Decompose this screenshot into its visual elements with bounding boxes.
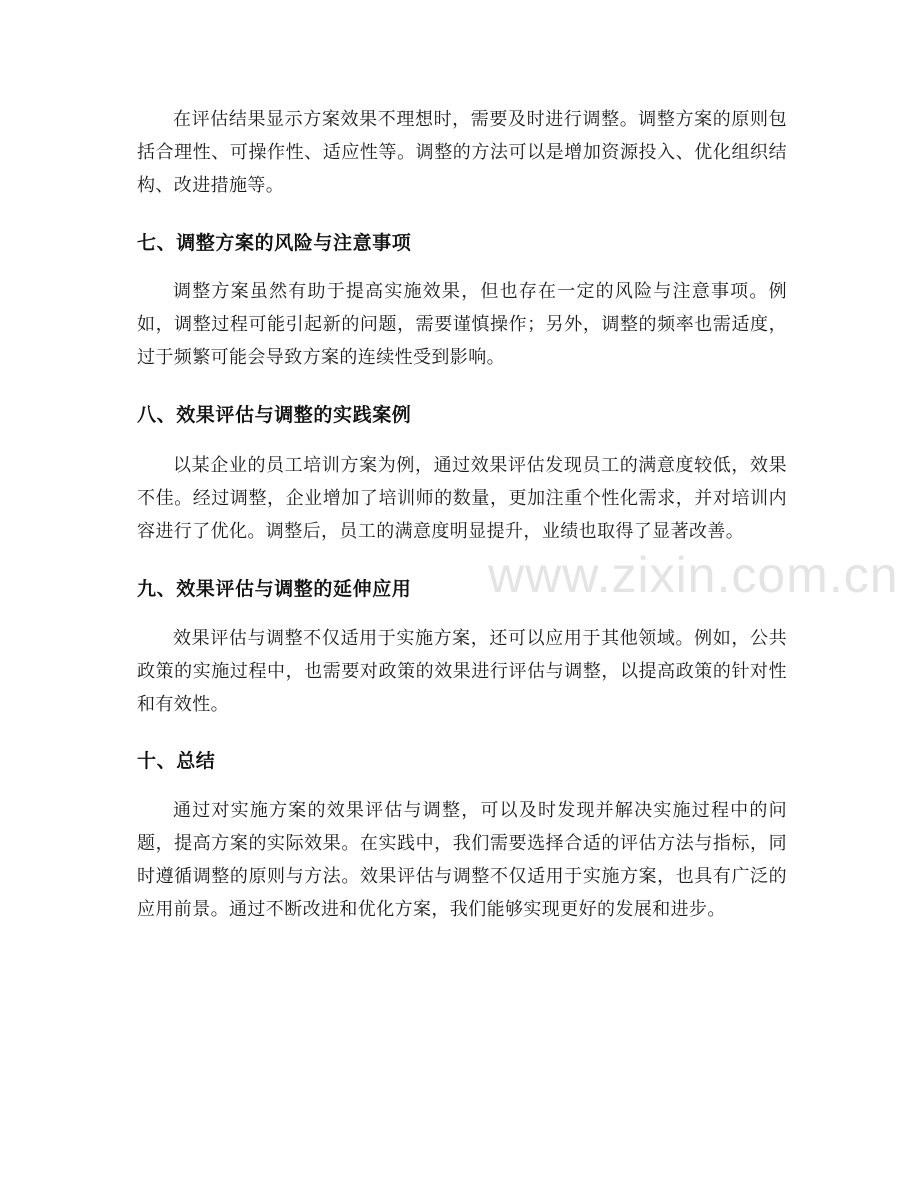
watermark-text: www.zixin.com.cn	[488, 547, 899, 603]
section-7-body: 调整方案虽然有助于提高实施效果，但也存在一定的风险与注意事项。例如，调整过程可能引起新的问题，需要谨慎操作；另外，调整的频率也需适度，过于频繁可能会导致方案的连续性受到影响。	[137, 281, 787, 368]
section-8-body: 以某企业的员工培训方案为例，通过效果评估发现员工的满意度较低，效果不佳。经过调整，企业增加了培训师的数量，更加注重个性化需求，并对培训内容进行了优化。调整后，员工的满意度明显提升，业绩也取得了显著改善。	[137, 455, 787, 542]
section-10-body: 通过对实施方案的效果评估与调整，可以及时发现并解决实施过程中的问题，提高方案的实际效果。在实践中，我们需要选择合适的评估方法与指标，同时遵循调整的原则与方法。效果评估与调整不仅适用于实施方案，也具有广泛的应用前景。通过不断改进和优化方案，我们能够实现更好的发展和进步。	[137, 800, 787, 920]
section-9-body: 效果评估与调整不仅适用于实施方案，还可以应用于其他领域。例如，公共政策的实施过程中，也需要对政策的效果进行评估与调整，以提高政策的针对性和有效性。	[137, 628, 787, 715]
section-10-heading: 十、总结	[137, 750, 216, 772]
section-9-heading: 九、效果评估与调整的延伸应用	[137, 578, 412, 600]
paragraph-adjustment-intro: 在评估结果显示方案效果不理想时，需要及时进行调整。调整方案的原则包括合理性、可操作性、适应性等。调整的方法可以是增加资源投入、优化组织结构、改进措施等。	[137, 109, 787, 196]
section-7-heading: 七、调整方案的风险与注意事项	[137, 232, 412, 254]
section-8-heading: 八、效果评估与调整的实践案例	[137, 404, 412, 426]
